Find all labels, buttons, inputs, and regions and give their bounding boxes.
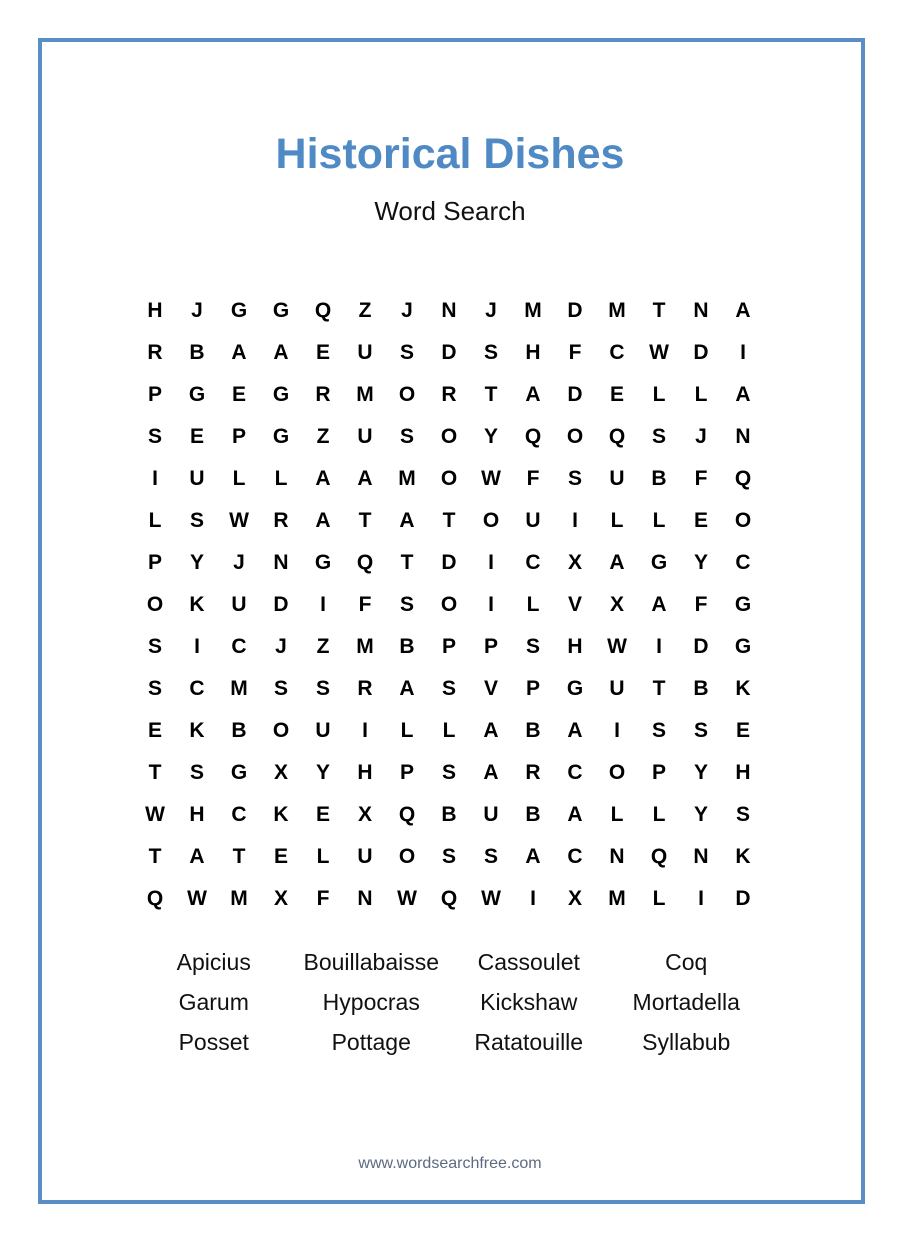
grid-letter[interactable]: D bbox=[693, 341, 709, 364]
word-list-item: Cassoulet bbox=[477, 949, 580, 975]
grid-letter[interactable]: P bbox=[441, 635, 456, 658]
grid-letter[interactable]: X bbox=[567, 551, 582, 574]
grid-letter[interactable]: H bbox=[189, 803, 205, 826]
grid-letter[interactable]: S bbox=[483, 341, 498, 364]
grid-letter[interactable]: Y bbox=[693, 803, 708, 826]
grid-row bbox=[134, 752, 764, 794]
grid-row bbox=[134, 584, 764, 626]
grid-letter[interactable]: Y bbox=[189, 551, 204, 574]
grid-letter[interactable]: O bbox=[272, 719, 290, 742]
grid-letter[interactable]: P bbox=[651, 761, 666, 784]
grid-letter[interactable]: J bbox=[275, 635, 287, 658]
grid-letter[interactable]: T bbox=[400, 551, 414, 574]
grid-letter[interactable]: M bbox=[398, 467, 416, 490]
grid-letter[interactable]: L bbox=[610, 803, 624, 826]
grid-letter[interactable]: S bbox=[651, 719, 666, 742]
grid-letter[interactable]: S bbox=[567, 467, 582, 490]
grid-letter[interactable]: H bbox=[735, 761, 751, 784]
grid-row bbox=[134, 794, 764, 836]
grid-letter[interactable]: Q bbox=[734, 467, 752, 490]
grid-row bbox=[134, 668, 764, 710]
grid-letter[interactable]: U bbox=[231, 593, 247, 616]
grid-letter[interactable]: S bbox=[693, 719, 708, 742]
grid-letter[interactable]: U bbox=[609, 467, 625, 490]
grid-letter[interactable]: B bbox=[525, 719, 541, 742]
grid-letter[interactable]: W bbox=[187, 887, 207, 910]
word-list-item: Ratatouille bbox=[474, 1029, 584, 1055]
grid-letter[interactable]: U bbox=[357, 845, 373, 868]
grid-letter[interactable]: T bbox=[358, 509, 372, 532]
grid-letter[interactable]: A bbox=[315, 509, 331, 532]
grid-letter[interactable]: S bbox=[147, 635, 162, 658]
grid-letter[interactable]: W bbox=[481, 467, 501, 490]
word-list-item: Syllabub bbox=[642, 1029, 731, 1055]
grid-letter[interactable]: M bbox=[608, 887, 626, 910]
grid-row bbox=[134, 542, 764, 584]
grid-letter[interactable]: S bbox=[483, 845, 498, 868]
grid-letter[interactable]: I bbox=[320, 593, 326, 616]
grid-letter[interactable]: S bbox=[147, 677, 162, 700]
grid-letter[interactable]: L bbox=[652, 887, 666, 910]
grid-letter[interactable]: A bbox=[483, 719, 499, 742]
grid-letter[interactable]: J bbox=[695, 425, 707, 448]
grid-letter[interactable]: J bbox=[233, 551, 245, 574]
grid-letter[interactable]: U bbox=[525, 509, 541, 532]
grid-letter[interactable]: N bbox=[441, 299, 457, 322]
grid-letter[interactable]: U bbox=[315, 719, 331, 742]
grid-letter[interactable]: R bbox=[315, 383, 331, 406]
grid-letter[interactable]: P bbox=[231, 425, 246, 448]
grid-letter[interactable]: G bbox=[566, 677, 584, 700]
grid-letter[interactable]: H bbox=[357, 761, 373, 784]
grid-letter[interactable]: I bbox=[488, 593, 494, 616]
grid-letter[interactable]: J bbox=[401, 299, 413, 322]
grid-letter[interactable]: S bbox=[189, 509, 204, 532]
grid-row bbox=[134, 416, 764, 458]
grid-letter[interactable]: R bbox=[357, 677, 373, 700]
grid-letter[interactable]: U bbox=[483, 803, 499, 826]
word-list-item: Bouillabaisse bbox=[303, 949, 440, 975]
word-list-item: Mortadella bbox=[632, 989, 740, 1015]
grid-letter[interactable]: E bbox=[693, 509, 708, 532]
grid-letter[interactable]: L bbox=[148, 509, 162, 532]
grid-letter[interactable]: X bbox=[567, 887, 582, 910]
grid-letter[interactable]: A bbox=[735, 383, 751, 406]
grid-letter[interactable]: C bbox=[735, 551, 751, 574]
grid-letter[interactable]: T bbox=[652, 299, 666, 322]
grid-letter[interactable]: U bbox=[189, 467, 205, 490]
grid-letter[interactable]: D bbox=[735, 887, 751, 910]
grid-letter[interactable]: N bbox=[693, 299, 709, 322]
grid-letter[interactable]: D bbox=[273, 593, 289, 616]
grid-letter[interactable]: K bbox=[189, 593, 205, 616]
grid-letter[interactable]: I bbox=[740, 341, 746, 364]
grid-letter[interactable]: T bbox=[442, 509, 456, 532]
grid-letter[interactable]: R bbox=[147, 341, 163, 364]
grid-letter[interactable]: G bbox=[314, 551, 332, 574]
grid-letter[interactable]: A bbox=[567, 803, 583, 826]
grid-letter[interactable]: I bbox=[362, 719, 368, 742]
grid-letter[interactable]: S bbox=[315, 677, 330, 700]
grid-letter[interactable]: F bbox=[694, 467, 708, 490]
grid-letter[interactable]: Q bbox=[314, 299, 332, 322]
grid-letter[interactable]: D bbox=[441, 341, 457, 364]
grid-letter[interactable]: A bbox=[189, 845, 205, 868]
letter-grid bbox=[134, 290, 764, 920]
grid-letter[interactable]: A bbox=[525, 383, 541, 406]
grid-letter[interactable]: E bbox=[231, 383, 246, 406]
grid-letter[interactable]: G bbox=[272, 299, 290, 322]
grid-letter[interactable]: G bbox=[272, 425, 290, 448]
page-subtitle: Word Search bbox=[374, 196, 526, 226]
grid-letter[interactable]: L bbox=[652, 803, 666, 826]
grid-letter[interactable]: O bbox=[734, 509, 752, 532]
page-title: Historical Dishes bbox=[275, 130, 625, 178]
grid-letter[interactable]: T bbox=[652, 677, 666, 700]
grid-row bbox=[134, 500, 764, 542]
grid-letter[interactable]: N bbox=[693, 845, 709, 868]
grid-letter[interactable]: X bbox=[273, 887, 288, 910]
grid-letter[interactable]: G bbox=[272, 383, 290, 406]
grid-letter[interactable]: D bbox=[693, 635, 709, 658]
grid-letter[interactable]: A bbox=[315, 467, 331, 490]
grid-letter[interactable]: I bbox=[572, 509, 578, 532]
grid-letter[interactable]: A bbox=[735, 299, 751, 322]
grid-letter[interactable]: W bbox=[481, 887, 501, 910]
grid-letter[interactable]: V bbox=[567, 593, 582, 616]
grid-letter[interactable]: P bbox=[525, 677, 540, 700]
grid-letter[interactable]: U bbox=[357, 341, 373, 364]
grid-letter[interactable]: G bbox=[650, 551, 668, 574]
grid-letter[interactable]: L bbox=[274, 467, 288, 490]
grid-letter[interactable]: G bbox=[734, 593, 752, 616]
grid-letter[interactable]: E bbox=[273, 845, 288, 868]
grid-row bbox=[134, 290, 764, 332]
grid-letter[interactable]: A bbox=[273, 341, 289, 364]
grid-letter[interactable]: S bbox=[651, 425, 666, 448]
grid-letter[interactable]: Q bbox=[608, 425, 626, 448]
grid-letter[interactable]: Q bbox=[356, 551, 374, 574]
grid-letter[interactable]: A bbox=[399, 509, 415, 532]
grid-letter[interactable]: C bbox=[609, 341, 625, 364]
grid-letter[interactable]: F bbox=[694, 593, 708, 616]
grid-letter[interactable]: S bbox=[273, 677, 288, 700]
grid-letter[interactable]: A bbox=[651, 593, 667, 616]
grid-letter[interactable]: B bbox=[651, 467, 667, 490]
grid-letter[interactable]: M bbox=[230, 677, 248, 700]
grid-letter[interactable]: M bbox=[230, 887, 248, 910]
grid-letter[interactable]: U bbox=[357, 425, 373, 448]
grid-letter[interactable]: M bbox=[524, 299, 542, 322]
grid-letter[interactable]: T bbox=[148, 845, 162, 868]
grid-letter[interactable]: T bbox=[232, 845, 246, 868]
grid-letter[interactable]: O bbox=[440, 593, 458, 616]
grid-letter[interactable]: O bbox=[146, 593, 164, 616]
grid-letter[interactable]: F bbox=[316, 887, 330, 910]
grid-letter[interactable]: S bbox=[441, 761, 456, 784]
grid-letter[interactable]: R bbox=[273, 509, 289, 532]
grid-letter[interactable]: H bbox=[525, 341, 541, 364]
grid-letter[interactable]: E bbox=[735, 719, 750, 742]
grid-row bbox=[134, 458, 764, 500]
word-list-item: Kickshaw bbox=[480, 989, 578, 1015]
grid-letter[interactable]: G bbox=[188, 383, 206, 406]
grid-letter[interactable]: N bbox=[357, 887, 373, 910]
grid-letter[interactable]: L bbox=[694, 383, 708, 406]
grid-letter[interactable]: S bbox=[147, 425, 162, 448]
grid-letter[interactable]: W bbox=[229, 509, 249, 532]
grid-letter[interactable]: Q bbox=[398, 803, 416, 826]
grid-letter[interactable]: U bbox=[609, 677, 625, 700]
grid-letter[interactable]: S bbox=[441, 677, 456, 700]
grid-letter[interactable]: Q bbox=[650, 845, 668, 868]
grid-row bbox=[134, 374, 764, 416]
grid-letter[interactable]: Y bbox=[483, 425, 498, 448]
grid-row bbox=[134, 836, 764, 878]
grid-letter[interactable]: X bbox=[273, 761, 288, 784]
grid-letter[interactable]: J bbox=[191, 299, 203, 322]
grid-letter[interactable]: S bbox=[441, 845, 456, 868]
grid-letter[interactable]: C bbox=[525, 551, 541, 574]
word-list-item: Posset bbox=[178, 1029, 249, 1055]
grid-letter[interactable]: R bbox=[441, 383, 457, 406]
grid-letter[interactable]: Q bbox=[524, 425, 542, 448]
grid-letter[interactable]: S bbox=[399, 425, 414, 448]
grid-letter[interactable]: B bbox=[441, 803, 457, 826]
grid-letter[interactable]: L bbox=[442, 719, 456, 742]
grid-letter[interactable]: H bbox=[567, 635, 583, 658]
grid-letter[interactable]: A bbox=[357, 467, 373, 490]
grid-letter[interactable]: N bbox=[735, 425, 751, 448]
grid-row bbox=[134, 626, 764, 668]
grid-letter[interactable]: F bbox=[526, 467, 540, 490]
grid-letter[interactable]: I bbox=[698, 887, 704, 910]
grid-letter[interactable]: O bbox=[566, 425, 584, 448]
grid-letter[interactable]: F bbox=[358, 593, 372, 616]
grid-letter[interactable]: S bbox=[525, 635, 540, 658]
grid-letter[interactable]: T bbox=[484, 383, 498, 406]
word-list-item: Hypocras bbox=[322, 989, 420, 1015]
grid-letter[interactable]: S bbox=[735, 803, 750, 826]
grid-letter[interactable]: L bbox=[232, 467, 246, 490]
grid-letter[interactable]: S bbox=[189, 761, 204, 784]
grid-letter[interactable]: P bbox=[147, 383, 162, 406]
grid-letter[interactable]: P bbox=[399, 761, 414, 784]
grid-letter[interactable]: M bbox=[356, 635, 374, 658]
grid-letter[interactable]: V bbox=[483, 677, 498, 700]
grid-letter[interactable]: W bbox=[145, 803, 165, 826]
grid-letter[interactable]: A bbox=[525, 845, 541, 868]
word-list bbox=[135, 942, 765, 1062]
grid-letter[interactable]: O bbox=[608, 761, 626, 784]
grid-letter[interactable]: L bbox=[652, 509, 666, 532]
grid-letter[interactable]: I bbox=[194, 635, 200, 658]
grid-letter[interactable]: D bbox=[567, 299, 583, 322]
grid-letter[interactable]: C bbox=[567, 761, 583, 784]
grid-letter[interactable]: P bbox=[147, 551, 162, 574]
grid-letter[interactable]: W bbox=[607, 635, 627, 658]
grid-letter[interactable]: L bbox=[610, 509, 624, 532]
grid-letter[interactable]: O bbox=[482, 509, 500, 532]
grid-letter[interactable]: C bbox=[231, 635, 247, 658]
grid-letter[interactable]: N bbox=[609, 845, 625, 868]
grid-letter[interactable]: K bbox=[273, 803, 289, 826]
grid-letter[interactable]: A bbox=[231, 341, 247, 364]
grid-letter[interactable]: J bbox=[485, 299, 497, 322]
grid-letter[interactable]: M bbox=[356, 383, 374, 406]
grid-letter[interactable]: Z bbox=[316, 635, 330, 658]
grid-letter[interactable]: Y bbox=[315, 761, 330, 784]
grid-letter[interactable]: Z bbox=[316, 425, 330, 448]
grid-letter[interactable]: O bbox=[440, 467, 458, 490]
grid-letter[interactable]: O bbox=[398, 845, 416, 868]
grid-row bbox=[134, 878, 764, 920]
word-list-item: Apicius bbox=[176, 949, 251, 975]
grid-letter[interactable]: L bbox=[526, 593, 540, 616]
grid-letter[interactable]: R bbox=[525, 761, 541, 784]
grid-letter[interactable]: C bbox=[231, 803, 247, 826]
grid-letter[interactable]: D bbox=[441, 551, 457, 574]
grid-letter[interactable]: A bbox=[483, 761, 499, 784]
grid-letter[interactable]: I bbox=[530, 887, 536, 910]
grid-letter[interactable]: Y bbox=[693, 551, 708, 574]
grid-letter[interactable]: L bbox=[400, 719, 414, 742]
grid-letter[interactable]: B bbox=[189, 341, 205, 364]
grid-letter[interactable]: Y bbox=[693, 761, 708, 784]
grid-letter[interactable]: X bbox=[609, 593, 624, 616]
grid-letter[interactable]: H bbox=[147, 299, 163, 322]
grid-letter[interactable]: O bbox=[398, 383, 416, 406]
grid-letter[interactable]: O bbox=[440, 425, 458, 448]
grid-letter[interactable]: Z bbox=[358, 299, 372, 322]
grid-letter[interactable]: P bbox=[483, 635, 498, 658]
grid-letter[interactable]: E bbox=[315, 803, 330, 826]
grid-letter[interactable]: G bbox=[230, 761, 248, 784]
grid-letter[interactable]: W bbox=[397, 887, 417, 910]
grid-row bbox=[134, 332, 764, 374]
grid-letter[interactable]: Q bbox=[146, 887, 164, 910]
grid-row bbox=[134, 710, 764, 752]
grid-letter[interactable]: B bbox=[693, 677, 709, 700]
grid-letter[interactable]: Q bbox=[440, 887, 458, 910]
grid-letter[interactable]: A bbox=[609, 551, 625, 574]
grid-letter[interactable]: C bbox=[567, 845, 583, 868]
grid-letter[interactable]: I bbox=[488, 551, 494, 574]
grid-letter[interactable]: K bbox=[735, 677, 751, 700]
grid-letter[interactable]: A bbox=[567, 719, 583, 742]
word-list-item: Pottage bbox=[331, 1029, 411, 1055]
grid-letter[interactable]: B bbox=[231, 719, 247, 742]
grid-letter[interactable]: I bbox=[656, 635, 662, 658]
word-list-item: Coq bbox=[665, 949, 708, 975]
grid-letter[interactable]: E bbox=[147, 719, 162, 742]
grid-letter[interactable]: B bbox=[525, 803, 541, 826]
grid-letter[interactable]: E bbox=[609, 383, 624, 406]
grid-letter[interactable]: C bbox=[189, 677, 205, 700]
grid-letter[interactable]: L bbox=[316, 845, 330, 868]
grid-letter[interactable]: B bbox=[399, 635, 415, 658]
grid-letter[interactable]: D bbox=[567, 383, 583, 406]
grid-letter[interactable]: E bbox=[189, 425, 204, 448]
grid-letter[interactable]: X bbox=[357, 803, 372, 826]
grid-letter[interactable]: L bbox=[652, 383, 666, 406]
grid-letter[interactable]: F bbox=[568, 341, 582, 364]
grid-letter[interactable]: G bbox=[734, 635, 752, 658]
footer-url[interactable]: www.wordsearchfree.com bbox=[358, 1155, 542, 1172]
grid-letter[interactable]: S bbox=[399, 341, 414, 364]
grid-letter[interactable]: K bbox=[189, 719, 205, 742]
grid-letter[interactable]: K bbox=[735, 845, 751, 868]
grid-letter[interactable]: S bbox=[399, 593, 414, 616]
grid-letter[interactable]: I bbox=[152, 467, 158, 490]
grid-letter[interactable]: M bbox=[608, 299, 626, 322]
grid-letter[interactable]: E bbox=[315, 341, 330, 364]
grid-letter[interactable]: A bbox=[399, 677, 415, 700]
grid-letter[interactable]: T bbox=[148, 761, 162, 784]
grid-letter[interactable]: N bbox=[273, 551, 289, 574]
grid-letter[interactable]: I bbox=[614, 719, 620, 742]
grid-letter[interactable]: W bbox=[649, 341, 669, 364]
grid-letter[interactable]: G bbox=[230, 299, 248, 322]
word-list-item: Garum bbox=[178, 989, 249, 1015]
